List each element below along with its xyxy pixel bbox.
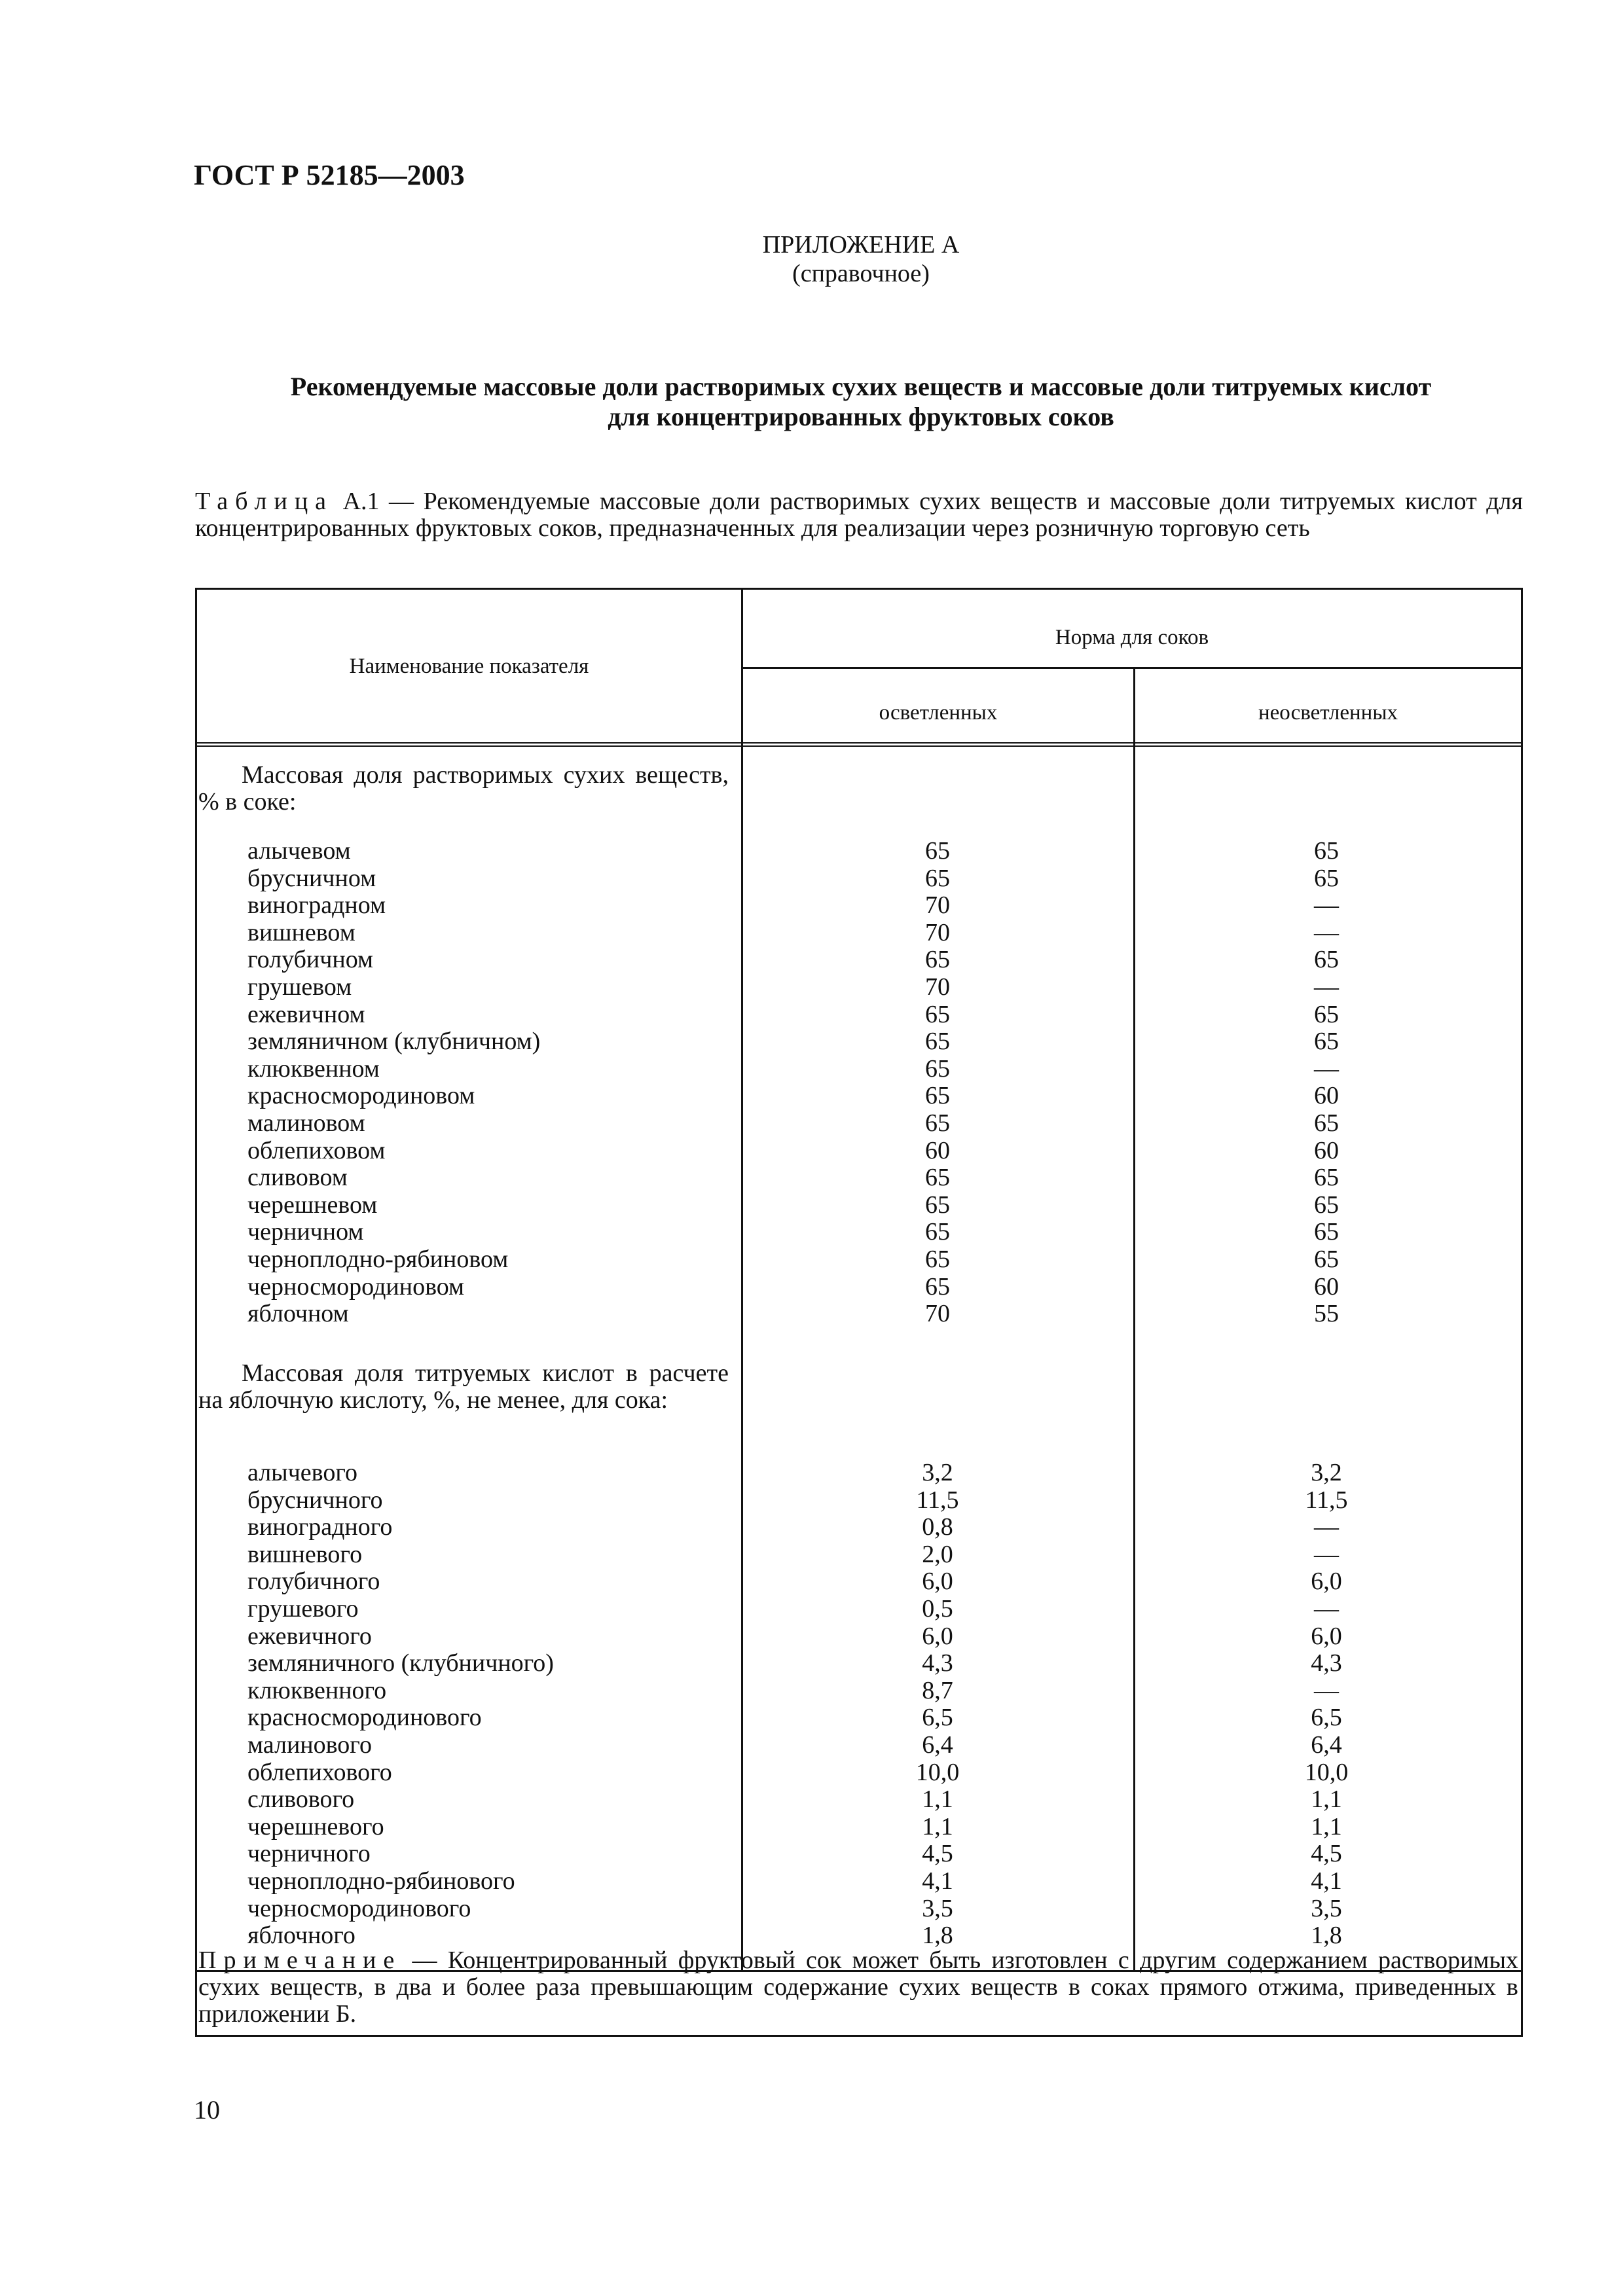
row-name: брусничном — [247, 864, 376, 892]
value-unclarified: 65 — [1314, 1164, 1339, 1192]
row-name: брусничного — [247, 1486, 383, 1514]
row-name: малинового — [247, 1731, 372, 1759]
row-name: земляничном (клубничном) — [247, 1028, 541, 1056]
value-clarified: 65 — [925, 1191, 950, 1219]
row-name: черничного — [247, 1840, 371, 1868]
value-unclarified: 55 — [1314, 1300, 1339, 1328]
value-clarified: 65 — [925, 1272, 950, 1300]
row-name: виноградного — [247, 1513, 393, 1541]
page-number: 10 — [194, 2095, 220, 2125]
row-name: голубичного — [247, 1568, 380, 1596]
row-name: черноплодно-рябинового — [247, 1867, 515, 1895]
value-clarified: 10,0 — [915, 1758, 960, 1786]
section-title-acids: Массовая доля титруемых кислот в расчете на яблочную кислоту, %, не менее, для сока: — [198, 1359, 729, 1414]
row-name: облепихового — [247, 1758, 392, 1786]
value-unclarified: — — [1314, 1595, 1339, 1623]
value-clarified: 65 — [925, 864, 950, 892]
appendix-subtitle: (справочное) — [792, 260, 930, 287]
value-unclarified: — — [1314, 973, 1339, 1001]
value-clarified: 65 — [925, 837, 950, 865]
value-unclarified: 60 — [1314, 1136, 1339, 1164]
value-unclarified: 65 — [1314, 946, 1339, 974]
value-clarified: 65 — [925, 1218, 950, 1246]
row-name: красносмородиновом — [247, 1082, 475, 1110]
note-text: — Концентрированный фруктовый сок может быть изготовлен с другим содержанием растворимых сухих веществ, в два и более раза превышающим содержание сухих веществ в соках прямого отжима, приведенных в приложении Б. — [198, 1946, 1518, 2028]
table-header-rule — [741, 667, 1523, 669]
value-clarified: 1,1 — [922, 1812, 953, 1840]
main-title — [196, 372, 1525, 432]
header-norm: Норма для соков — [1055, 626, 1209, 649]
row-name: ежевичном — [247, 1000, 365, 1028]
value-clarified: 1,1 — [922, 1785, 953, 1814]
value-clarified: 0,5 — [922, 1595, 953, 1623]
main-title-line-2: для концентрированных фруктовых соков — [608, 402, 1114, 431]
value-unclarified: 6,4 — [1311, 1731, 1342, 1759]
value-clarified: 2,0 — [922, 1540, 953, 1568]
row-name: яблочного — [247, 1922, 356, 1950]
row-name: клюквенном — [247, 1054, 380, 1083]
row-name: клюквенного — [247, 1676, 387, 1704]
row-name: земляничного (клубничного) — [247, 1649, 554, 1677]
row-name: красносмородинового — [247, 1704, 482, 1732]
value-unclarified: — — [1314, 1054, 1339, 1083]
value-unclarified: 1,8 — [1311, 1922, 1342, 1950]
value-clarified: 4,5 — [922, 1840, 953, 1868]
value-clarified: 6,0 — [922, 1622, 953, 1650]
value-unclarified: 65 — [1314, 1191, 1339, 1219]
value-clarified: 65 — [925, 1028, 950, 1056]
value-unclarified: 4,5 — [1311, 1840, 1342, 1868]
value-clarified: 65 — [925, 1054, 950, 1083]
row-name: черешневом — [247, 1191, 378, 1219]
section-title-dry-matter: Массовая доля растворимых сухих веществ, % в соке: — [198, 761, 729, 816]
value-clarified: 65 — [925, 946, 950, 974]
value-unclarified: 4,3 — [1311, 1649, 1342, 1677]
table-note — [198, 1947, 1518, 2028]
value-clarified: 70 — [925, 891, 950, 920]
row-name: алычевом — [247, 837, 351, 865]
row-name: черносмородиновом — [247, 1272, 465, 1300]
header-clarified: осветленных — [879, 701, 998, 725]
value-unclarified: — — [1314, 1513, 1339, 1541]
row-name: вишневого — [247, 1540, 363, 1568]
value-clarified: 6,5 — [922, 1704, 953, 1732]
value-unclarified: 6,0 — [1311, 1622, 1342, 1650]
value-clarified: 0,8 — [922, 1513, 953, 1541]
value-clarified: 11,5 — [916, 1486, 959, 1514]
document-id: ГОСТ Р 52185—2003 — [194, 159, 465, 191]
header-unclarified: неосветленных — [1258, 701, 1398, 725]
value-clarified: 6,0 — [922, 1568, 953, 1596]
value-clarified: 65 — [925, 1246, 950, 1273]
value-unclarified: 4,1 — [1311, 1867, 1342, 1895]
value-unclarified: 10,0 — [1304, 1758, 1349, 1786]
value-unclarified: 11,5 — [1305, 1486, 1348, 1514]
value-unclarified: 65 — [1314, 1109, 1339, 1137]
value-unclarified: 65 — [1314, 1028, 1339, 1056]
value-unclarified: 65 — [1314, 864, 1339, 892]
table-divider-col1 — [741, 588, 743, 1971]
header-indicator: Наименование показателя — [349, 655, 589, 678]
value-unclarified: — — [1314, 891, 1339, 920]
value-unclarified: 60 — [1314, 1272, 1339, 1300]
value-clarified: 65 — [925, 1082, 950, 1110]
value-unclarified: — — [1314, 1676, 1339, 1704]
row-name: облепиховом — [247, 1136, 386, 1164]
value-unclarified: 65 — [1314, 1000, 1339, 1028]
value-clarified: 70 — [925, 1300, 950, 1328]
value-unclarified: — — [1314, 918, 1339, 946]
note-label: Примечание — [198, 1946, 402, 1974]
value-clarified: 3,5 — [922, 1894, 953, 1922]
value-unclarified: 65 — [1314, 1218, 1339, 1246]
value-clarified: 4,3 — [922, 1649, 953, 1677]
table-header-bottom-rule — [195, 742, 1523, 747]
value-clarified: 70 — [925, 973, 950, 1001]
value-clarified: 70 — [925, 918, 950, 946]
row-name: виноградном — [247, 891, 386, 920]
row-name: ежевичного — [247, 1622, 372, 1650]
value-unclarified: 60 — [1314, 1082, 1339, 1110]
main-title-line-1: Рекомендуемые массовые доли растворимых сухих веществ и массовые доли титруемых кислот — [290, 372, 1432, 401]
row-name: сливового — [247, 1785, 355, 1814]
table-caption-label: Таблица — [195, 488, 334, 515]
row-name: черешневого — [247, 1812, 384, 1840]
value-unclarified: 65 — [1314, 837, 1339, 865]
value-clarified: 3,2 — [922, 1459, 953, 1486]
value-clarified: 60 — [925, 1136, 950, 1164]
row-name: черносмородинового — [247, 1894, 471, 1922]
value-unclarified: 3,5 — [1311, 1894, 1342, 1922]
row-name: черноплодно-рябиновом — [247, 1246, 509, 1273]
value-clarified: 65 — [925, 1000, 950, 1028]
row-name: голубичном — [247, 946, 374, 974]
row-name: грушевом — [247, 973, 352, 1001]
row-name: сливовом — [247, 1164, 348, 1192]
value-unclarified: 65 — [1314, 1246, 1339, 1273]
table-divider-col2 — [1133, 667, 1135, 1971]
row-name: яблочном — [247, 1300, 349, 1328]
row-name: вишневом — [247, 918, 356, 946]
value-clarified: 4,1 — [922, 1867, 953, 1895]
value-clarified: 65 — [925, 1164, 950, 1192]
value-unclarified: 6,0 — [1311, 1568, 1342, 1596]
row-name: алычевого — [247, 1459, 357, 1486]
row-name: малиновом — [247, 1109, 365, 1137]
value-clarified: 65 — [925, 1109, 950, 1137]
row-name: черничном — [247, 1218, 364, 1246]
value-clarified: 1,8 — [922, 1922, 953, 1950]
row-name: грушевого — [247, 1595, 359, 1623]
table-caption-text: А.1 — Рекомендуемые массовые доли растворимых сухих веществ и массовые доли титруемых кислот для концентрированных фруктовых соков, предназначенных для реализации через розничную торговую сеть — [195, 488, 1523, 542]
appendix-title: ПРИЛОЖЕНИЕ А — [762, 231, 960, 259]
value-unclarified: — — [1314, 1540, 1339, 1568]
value-clarified: 6,4 — [922, 1731, 953, 1759]
value-unclarified: 6,5 — [1311, 1704, 1342, 1732]
value-unclarified: 1,1 — [1311, 1812, 1342, 1840]
table-caption — [195, 488, 1523, 542]
value-unclarified: 1,1 — [1311, 1785, 1342, 1814]
value-unclarified: 3,2 — [1311, 1459, 1342, 1486]
value-clarified: 8,7 — [922, 1676, 953, 1704]
